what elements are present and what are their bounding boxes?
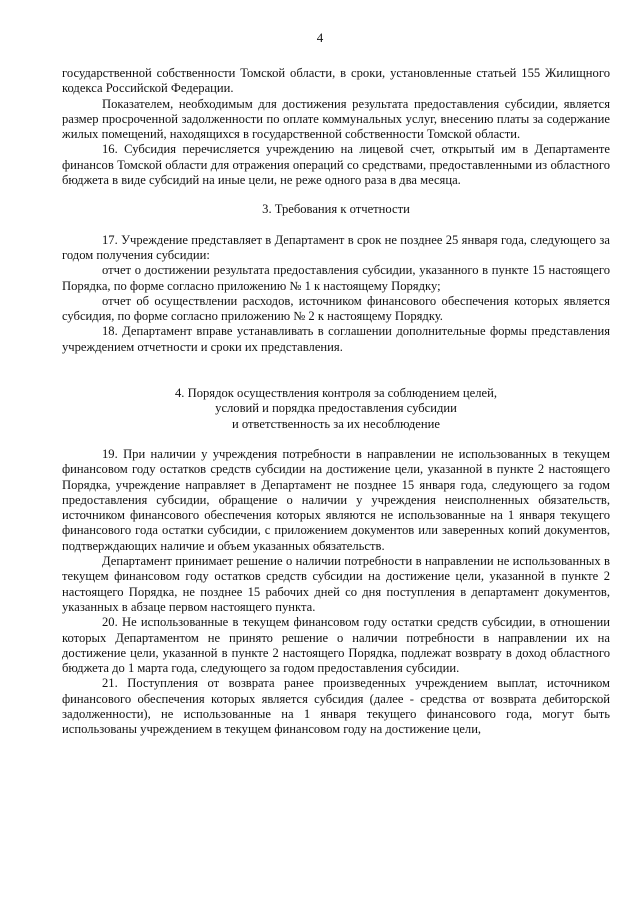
paragraph: 17. Учреждение представляет в Департамент в срок не позднее 25 января года, следующего за годом получения субсидии:	[62, 232, 610, 262]
paragraph: 19. При наличии у учреждения потребности в направлении не использованных в текущем финансовом году остатков средств субсидии на достижение цели, указанной в пункте 2 настоящего Порядка, учреждение направляет в Департамент не позднее 15 января года, следующего за годом предоставления субсидии, обращение о наличии у учреждения неисполненных обязательств, источником финансового обеспечения которых являются не использованные на 1 января текущего финансового года остатки субсидии, с приложением документов или заверенных копий документов, подтверждающих наличие и объем указанных обязательств.	[62, 446, 610, 553]
section-heading-line: условий и порядка предоставления субсидии	[215, 401, 457, 416]
paragraph: 21. Поступления от возврата ранее произведенных учреждением выплат, источником финансового обеспечения которых является субсидия (далее - средства от возврата дебиторской задолженности), не использованные на 1 января текущего финансового года, могут быть использованы учреждением в текущем финансовом году на достижение цели,	[62, 676, 610, 737]
page-number: 4	[316, 30, 324, 45]
paragraph: Департамент принимает решение о наличии потребности в направлении не использованных в текущем финансовом году остатков средств субсидии на достижение цели, указанной в пункте 2 настоящего Порядка, не позднее 15 рабочих дней со дня поступления в департамент документов, указанных в абзаце первом настоящего пункта.	[62, 554, 610, 614]
paragraph: отчет об осуществлении расходов, источником финансового обеспечения которых является субсидия, по форме согласно приложению № 2 к настоящему Порядку.	[62, 293, 610, 324]
section-heading-3: 3. Требования к отчетности	[262, 202, 410, 217]
paragraph: 18. Департамент вправе устанавливать в соглашении дополнительные формы представления учреждением отчетности и сроки их представления.	[62, 324, 610, 354]
section-heading-4	[62, 386, 610, 432]
paragraph: государственной собственности Томской области, в сроки, установленные статьей 155 Жилищного кодекса Российской Федерации.	[62, 66, 610, 96]
paragraph: 16. Субсидия перечисляется учреждению на лицевой счет, открытый им в Департаменте финансов Томской области для отражения операций со средствами, предоставленными из областного бюджета в виде субсидий на иные цели, не реже одного раза в два месяца.	[62, 142, 610, 188]
document-body	[62, 66, 610, 738]
section-heading-line: 4. Порядок осуществления контроля за соблюдением целей,	[175, 386, 497, 401]
paragraph: Показателем, необходимым для достижения результата предоставления субсидии, является размер просроченной задолженности по оплате коммунальных услуг, внесению платы за содержание жилых помещений, находящихся в государственной собственности Томской области.	[62, 96, 610, 142]
paragraph: 20. Не использованные в текущем финансовом году остатки средств субсидии, в отношении которых Департаментом не принято решение о наличии потребности в направлении их на достижение цели, указанной в пункте 2 настоящего Порядка, подлежат возврату в доход областного бюджета до 1 марта года, следующего за годом предоставления субсидии.	[62, 615, 610, 676]
section-heading-line: и ответственность за их несоблюдение	[232, 416, 440, 431]
paragraph: отчет о достижении результата предоставления субсидии, указанного в пункте 15 настоящего Порядка, по форме согласно приложению № 1 к настоящему Порядку;	[62, 263, 610, 293]
